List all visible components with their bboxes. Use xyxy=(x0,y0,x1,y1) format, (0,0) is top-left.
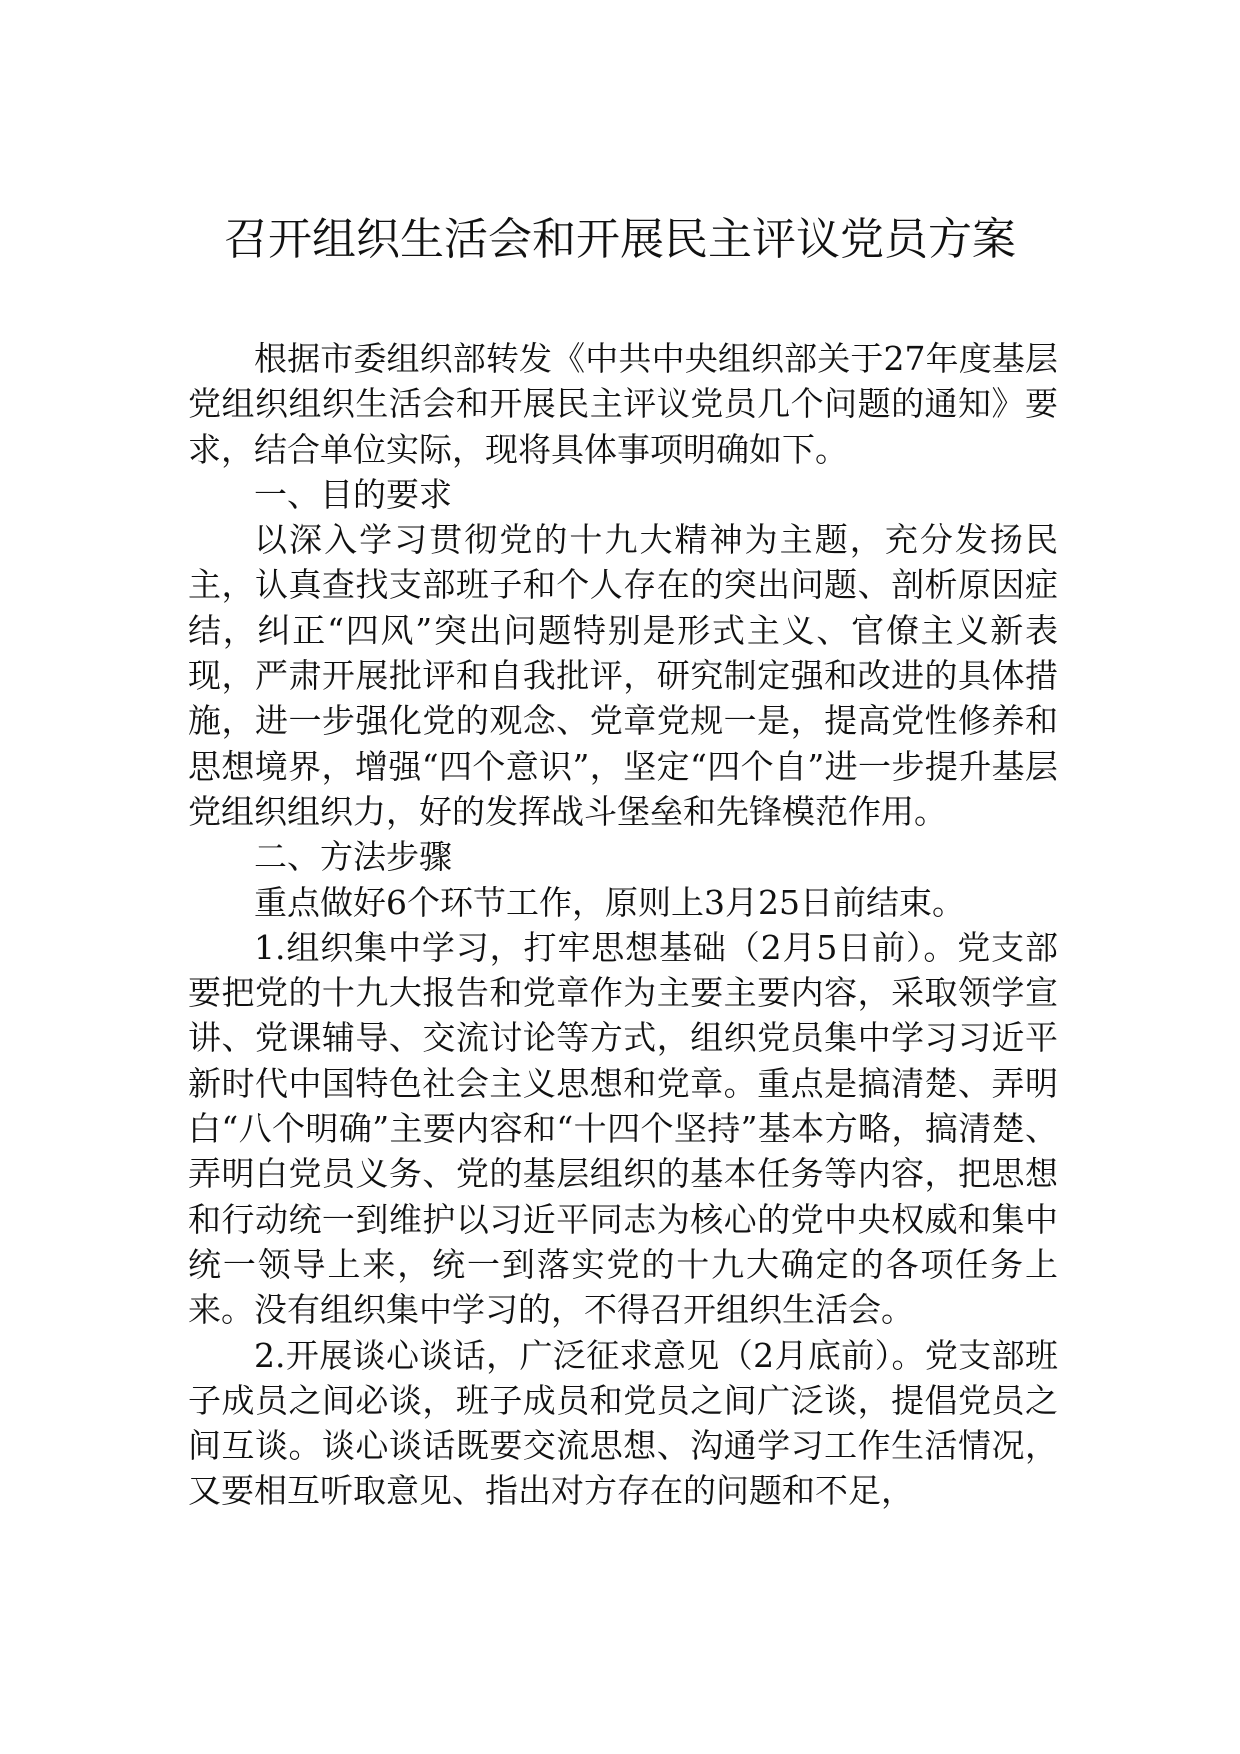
intro-paragraph: 根据市委组织部转发《中共中央组织部关于27年度基层党组织组织生活会和开展民主评议党员几个问题的通知》要求，结合单位实际，现将具体事项明确如下。 xyxy=(188,339,1058,469)
document-body xyxy=(188,336,1058,1514)
step-2-paragraph: 2.开展谈心谈话，广泛征求意见（2月底前）。党支部班子成员之间必谈，班子成员和党员之间广泛谈，提倡党员之间互谈。谈心谈话既要交流思想、沟通学习工作生活情况，又要相互听取意见、指出对方存在的问题和不足， xyxy=(188,1335,1058,1511)
steps-summary-paragraph: 重点做好6个环节工作，原则上3月25日前结束。 xyxy=(254,882,965,922)
document-title: 召开组织生活会和开展民主评议党员方案 xyxy=(224,214,1016,265)
objectives-paragraph: 以深入学习贯彻党的十九大精神为主题，充分发扬民主，认真查找支部班子和个人存在的突出问题、剖析原因症结，纠正“四风”突出问题特别是形式主义、官僚主义新表现，严肃开展批评和自我批评，研究制定强和改进的具体措施，进一步强化党的观念、党章党规一是，提高党性修养和思想境界，增强“四个意识”，坚定“四个自”进一步提升基层党组织组织力，好的发挥战斗堡垒和先锋模范作用。 xyxy=(188,520,1058,831)
step-1-paragraph: 1.组织集中学习，打牢思想基础（2月5日前）。党支部要把党的十九大报告和党章作为主要主要内容，采取领学宣讲、党课辅导、交流讨论等方式，组织党员集中学习习近平新时代中国特色社会主义思想和党章。重点是搞清楚、弄明白“八个明确”主要内容和“十四个坚持”基本方略，搞清楚、弄明白党员义务、党的基层组织的基本任务等内容，把思想和行动统一到维护以习近平同志为核心的党中央权威和集中统一领导上来，统一到落实党的十九大确定的各项任务上来。没有组织集中学习的，不得召开组织生活会。 xyxy=(188,927,1058,1330)
section-heading-objectives: 一、目的要求 xyxy=(254,474,452,514)
section-heading-steps: 二、方法步骤 xyxy=(254,837,452,877)
